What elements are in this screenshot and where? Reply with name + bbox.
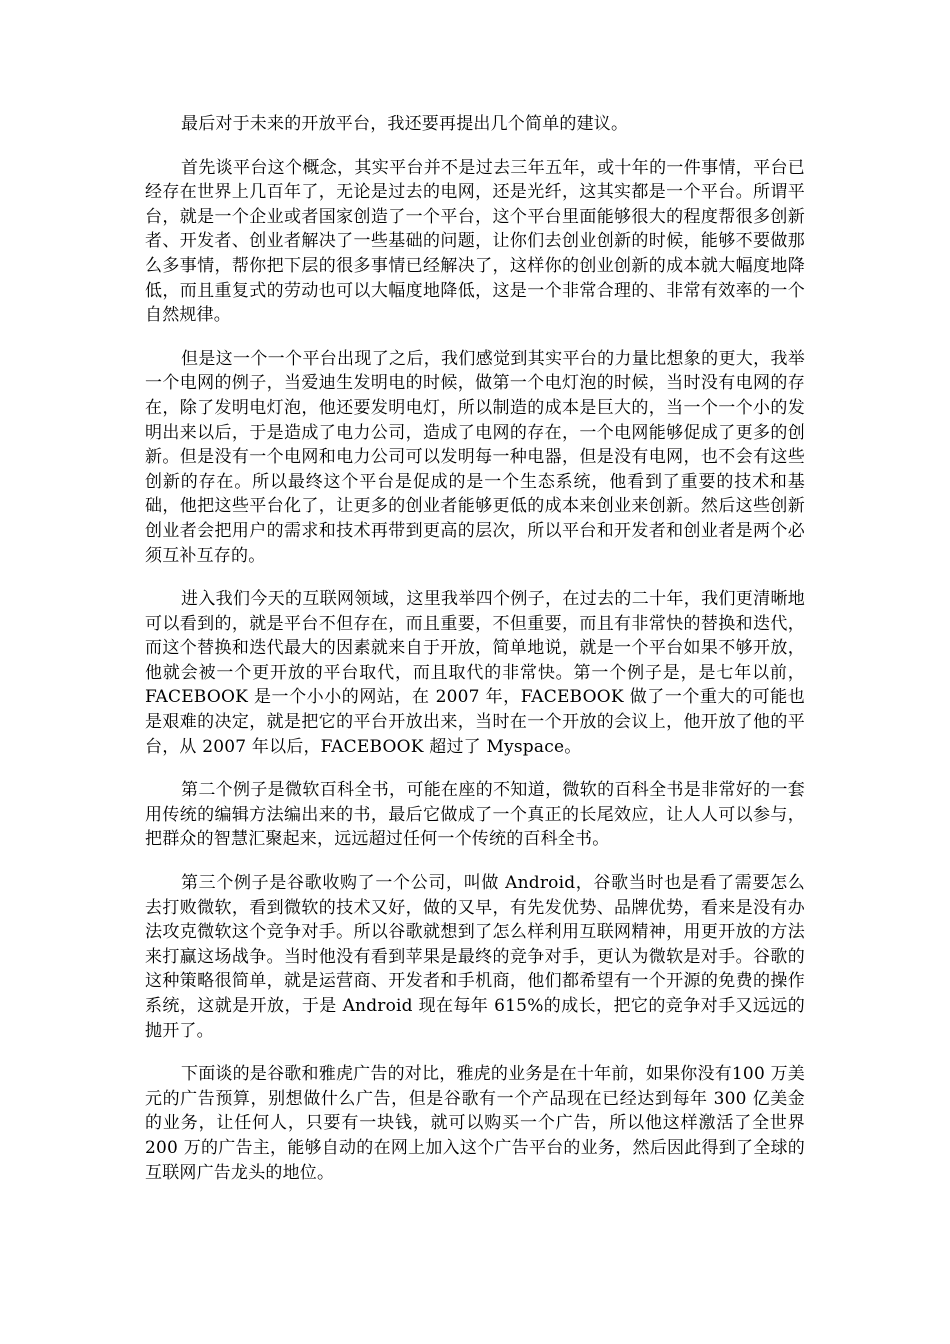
paragraph-3: 但是这一个一个平台出现了之后，我们感觉到其实平台的力量比想象的更大，我举一个电网的例子，当爱迪生发明电的时候，做第一个电灯泡的时候，当时没有电网的存在，除了发明电灯泡，他还要发明电灯，所以制造的成本是巨大的，当一个一个小的发明出来以后，于是造成了电力公司，造成了电网的存在，一个电网能够促成了更多的创新。但是没有一个电网和电力公司可以发明每一种电器，但是没有电网，也不会有这些创新的存在。所以最终这个平台是促成的是一个生态系统，他看到了重要的技术和基础，他把这些平台化了，让更多的创业者能够更低的成本来创业来创新。然后这些创新创业者会把用户的需求和技术再带到更高的层次，所以平台和开发者和创业者是两个必须互补互存的。 — [145, 348, 805, 566]
article-body — [145, 112, 805, 1185]
paragraph-5: 第二个例子是微软百科全书，可能在座的不知道，微软的百科全书是非常好的一套用传统的编辑方法编出来的书，最后它做成了一个真正的长尾效应，让人人可以参与，把群众的智慧汇聚起来，远远超过任何一个传统的百科全书。 — [145, 780, 805, 850]
paragraph-4: 进入我们今天的互联网领域，这里我举四个例子，在过去的二十年，我们更清晰地可以看到的，就是平台不但存在，而且重要，不但重要，而且有非常快的替换和迭代，而这个替换和迭代最大的因素就来自于开放，简单地说，就是一个平台如果不够开放，他就会被一个更开放的平台取代，而且取代的非常快。第一个例子是，是七年以前，FACEBOOK 是一个小小的网站，在 2007 年，FACEBOOK 做了一个重大的可能也是艰难的决定，就是把它的平台开放出来，当时在一个开放的会议上，他开放了他的平台，从 2007 年以后，FACEBOOK 超过了 Myspace。 — [145, 589, 805, 757]
paragraph-6: 第三个例子是谷歌收购了一个公司，叫做 Android，谷歌当时也是看了需要怎么去打败微软，看到微软的技术又好，做的又早，有先发优势、品牌优势，看来是没有办法攻克微软这个竞争对手。所以谷歌就想到了怎么样利用互联网精神，用更开放的方法来打赢这场战争。当时他没有看到苹果是最终的竞争对手，更认为微软是对手。谷歌的这种策略很简单，就是运营商、开发者和手机商，他们都希望有一个开源的免费的操作系统，这就是开放，于是 Android 现在每年 615%的成长，把它的竞争对手又远远的抛开了。 — [145, 873, 805, 1041]
paragraph-1: 最后对于未来的开放平台，我还要再提出几个简单的建议。 — [181, 114, 629, 134]
paragraph-2: 首先谈平台这个概念，其实平台并不是过去三年五年，或十年的一件事情，平台已经存在世界上几百年了，无论是过去的电网，还是光纤，这其实都是一个平台。所谓平台，就是一个企业或者国家创造了一个平台，这个平台里面能够很大的程度帮很多创新者、开发者、创业者解决了一些基础的问题，让你们去创业创新的时候，能够不要做那么多事情，帮你把下层的很多事情已经解决了，这样你的创业创新的成本就大幅度地降低，而且重复式的劳动也可以大幅度地降低，这是一个非常合理的、非常有效率的一个自然规律。 — [145, 157, 805, 326]
paragraph-7: 下面谈的是谷歌和雅虎广告的对比，雅虎的业务是在十年前，如果你没有100 万美元的广告预算，别想做什么广告，但是谷歌有一个产品现在已经达到每年 300 亿美金的业务，让任何人，只要有一块钱，就可以购买一个广告，所以他这样激活了全世界 200 万的广告主，能够自动的在网上加入这个广告平台的业务，然后因此得到了全球的互联网广告龙头的地位。 — [145, 1064, 805, 1183]
